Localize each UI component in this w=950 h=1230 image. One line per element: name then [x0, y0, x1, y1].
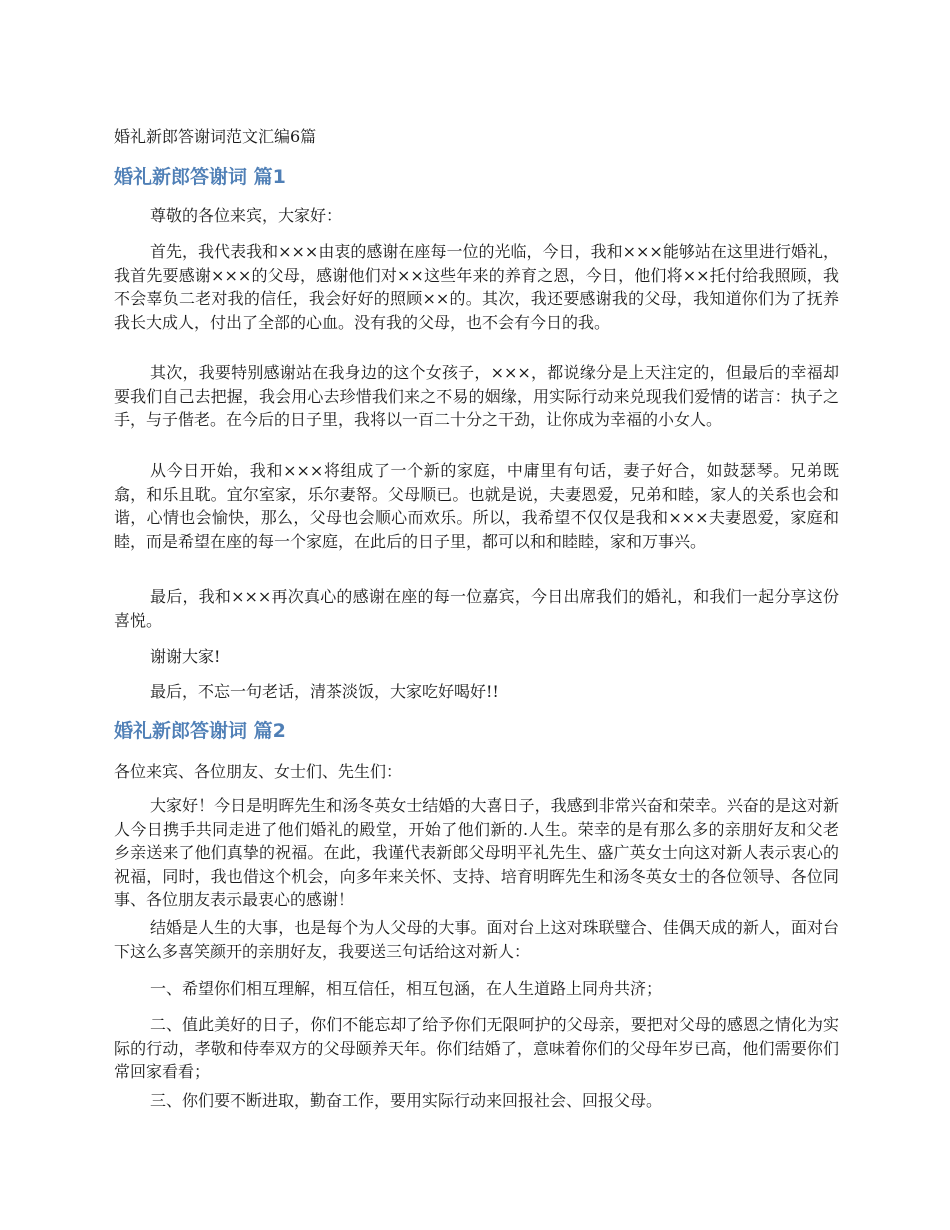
paragraph: 最后，我和×××再次真心的感谢在座的每一位嘉宾，今日出席我们的婚礼，和我们一起分享这份喜悦。 [114, 587, 839, 630]
paragraph: 其次，我要特别感谢站在我身边的这个女孩子，×××，都说缘分是上天注定的，但最后的幸福却要我们自己去把握，我会用心去珍惜我们来之不易的姻缘，用实际行动来兑现我们爱情的诺言：执子之手，与子偕老。在今后的日子里，我将以一百二十分之干劲，让你成为幸福的小女人。 [114, 363, 839, 429]
section-heading-1: 婚礼新郎答谢词 篇1 [114, 166, 286, 188]
paragraph: 三、你们要不断进取，勤奋工作，要用实际行动来回报社会、回报父母。 [150, 1091, 663, 1110]
paragraph: 各位来宾、各位朋友、女士们、先生们： [114, 762, 403, 781]
paragraph: 大家好！今日是明晖先生和汤冬英女士结婚的大喜日子，我感到非常兴奋和荣幸。兴奋的是这对新人今日携手共同走进了他们婚礼的殿堂，开始了他们新的.人生。荣幸的是有那么多的亲朋好友和父老乡亲送来了他们真挚的祝福。在此，我谨代表新郎父母明平礼先生、盛广英女士向这对新人表示衷心的祝福，同时，我也借这个机会，向多年来关怀、支持、培育明晖先生和汤冬英女士的各位领导、各位同事、各位朋友表示最衷心的感谢！ [114, 796, 839, 909]
paragraph: 一、希望你们相互理解，相互信任，相互包涵，在人生道路上同舟共济； [150, 979, 663, 998]
paragraph: 二、值此美好的日子，你们不能忘却了给予你们无限呵护的父母亲，要把对父母的感恩之情化为实际的行动，孝敬和侍奉双方的父母颐养天年。你们结婚了，意味着你们的父母年岁已高，他们需要你们常回家看看； [114, 1015, 839, 1081]
paragraph: 尊敬的各位来宾，大家好： [150, 206, 343, 225]
section-heading-2: 婚礼新郎答谢词 篇2 [114, 720, 286, 742]
paragraph: 谢谢大家! [150, 647, 221, 666]
paragraph: 最后，不忘一句老话，清茶淡饭，大家吃好喝好!! [150, 682, 499, 701]
document-title: 婚礼新郎答谢词范文汇编6篇 [114, 127, 317, 146]
paragraph: 结婚是人生的大事，也是每个为人父母的大事。面对台上这对珠联璧合、佳偶天成的新人，面对台下这么多喜笑颜开的亲朋好友，我要送三句话给这对新人： [114, 918, 839, 961]
paragraph: 首先，我代表我和×××由衷的感谢在座每一位的光临，今日，我和×××能够站在这里进行婚礼，我首先要感谢×××的父母，感谢他们对××这些年来的养育之恩，今日，他们将××托付给我照顾，我不会辜负二老对我的信任，我会好好的照顾××的。其次，我还要感谢我的父母，我知道你们为了抚养我长大成人，付出了全部的心血。没有我的父母，也不会有今日的我。 [114, 242, 839, 332]
paragraph: 从今日开始，我和×××将组成了一个新的家庭，中庸里有句话，妻子好合，如鼓瑟琴。兄弟既翕，和乐且耽。宜尔室家，乐尔妻帑。父母顺已。也就是说，夫妻恩爱，兄弟和睦，家人的关系也会和谐，心情也会愉快，那么，父母也会顺心而欢乐。所以，我希望不仅仅是我和×××夫妻恩爱，家庭和睦，而是希望在座的每一个家庭，在此后的日子里，都可以和和睦睦，家和万事兴。 [114, 461, 839, 551]
